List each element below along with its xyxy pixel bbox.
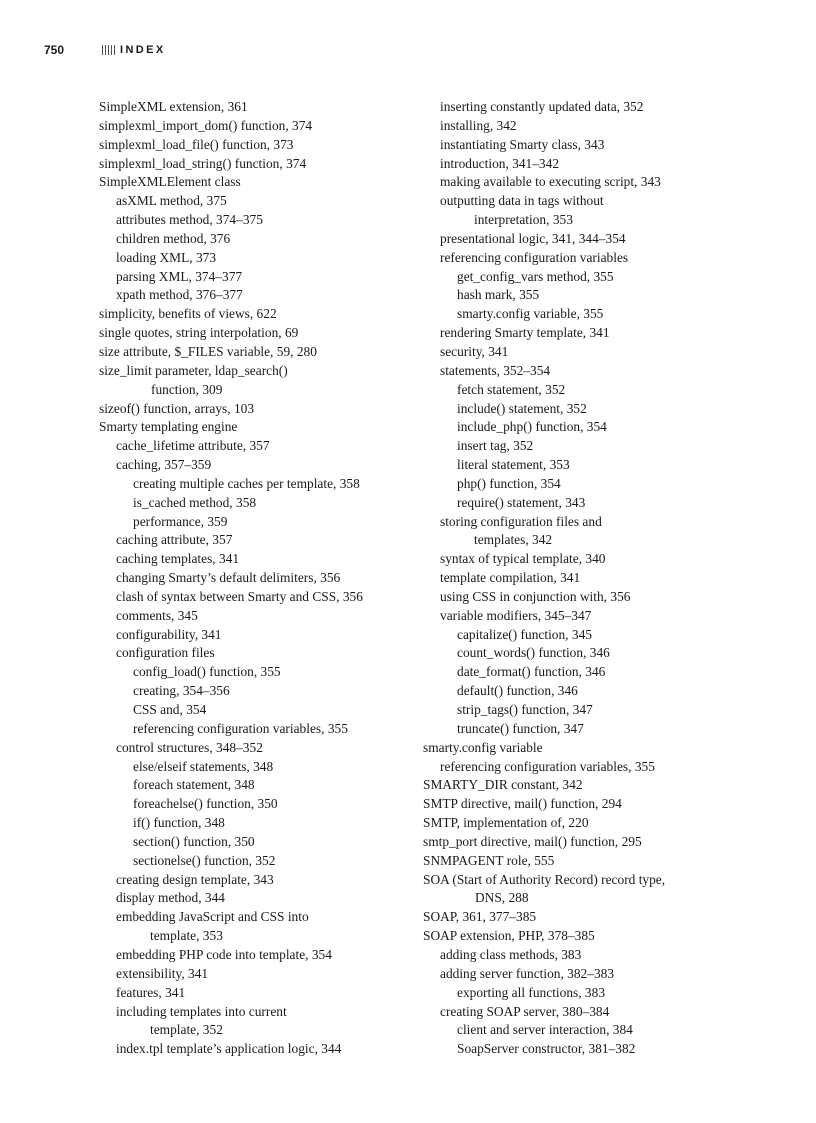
index-entry-continuation: function, 309 [151, 381, 223, 397]
index-entry [423, 305, 763, 324]
index-entry-text: caching templates, 341 [116, 551, 240, 567]
index-entry-text: strip_tags() function, 347 [457, 702, 593, 717]
index-entry-text: default() function, 346 [457, 683, 578, 699]
index-entry-text: referencing configuration variables, 355 [440, 758, 655, 774]
index-entry [99, 739, 419, 758]
index-entry [99, 305, 419, 324]
index-entry-text: syntax of typical template, 340 [440, 551, 606, 567]
index-entry-text: date_format() function, 346 [457, 664, 606, 680]
index-entry [99, 984, 419, 1003]
index-entry-text: using CSS in conjunction with, 356 [440, 588, 631, 604]
index-entry [423, 381, 763, 400]
index-entry [423, 644, 763, 663]
index-entry-text: index.tpl template’s application logic, 344 [116, 1041, 342, 1057]
index-entry-text: inserting constantly updated data, 352 [440, 99, 644, 114]
index-entry-text: parsing XML, 374–377 [116, 268, 243, 284]
index-entry-text: performance, 359 [133, 513, 228, 529]
index-entry-text: adding class methods, 383 [440, 946, 582, 962]
index-entry [423, 343, 763, 362]
index-entry [99, 607, 419, 626]
index-entry-text: else/elseif statements, 348 [133, 758, 274, 774]
index-entry [99, 343, 419, 362]
index-entry [423, 513, 763, 551]
index-entry [423, 814, 763, 833]
index-entry [99, 136, 419, 155]
index-entry-text: storing configuration files and [440, 513, 602, 529]
index-entry [99, 418, 419, 437]
index-entry-text: embedding JavaScript and CSS into [116, 909, 309, 925]
index-entry [423, 155, 763, 174]
index-entry [99, 98, 419, 117]
index-entry [99, 1003, 419, 1041]
index-entry [423, 98, 763, 117]
index-entry-text: foreach statement, 348 [133, 777, 255, 793]
index-entry [423, 852, 763, 871]
index-entry [99, 286, 419, 305]
index-entry [99, 513, 419, 532]
index-entry-text: simplicity, benefits of views, 622 [99, 306, 277, 322]
index-entry [99, 644, 419, 663]
index-entry-text: exporting all functions, 383 [457, 984, 606, 1000]
index-entry [423, 400, 763, 419]
index-entry-text: embedding PHP code into template, 354 [116, 946, 332, 962]
index-entry-text: installing, 342 [440, 117, 517, 133]
index-entry-text: sizeof() function, arrays, 103 [99, 400, 255, 416]
index-entry-text: sectionelse() function, 352 [133, 852, 276, 868]
index-entry-text: include_php() function, 354 [457, 419, 607, 435]
index-entry-text: SOA (Start of Authority Record) record type, [423, 871, 666, 887]
index-entry-text: capitalize() function, 345 [457, 626, 592, 642]
index-entry [99, 475, 419, 494]
index-entry-text: SMTP, implementation of, 220 [423, 815, 589, 831]
index-entry-text: include() statement, 352 [457, 400, 587, 416]
index-entry-text: simplexml_load_file() function, 373 [99, 136, 294, 152]
index-entry-text: truncate() function, 347 [457, 720, 584, 736]
index-column-right [423, 98, 763, 1059]
index-entry [423, 362, 763, 381]
index-entry-text: SimpleXMLElement class [99, 174, 241, 190]
index-entry-text: if() function, 348 [133, 815, 225, 831]
index-entry-text: attributes method, 374–375 [116, 212, 263, 228]
index-entry-text: Smarty templating engine [99, 419, 238, 435]
index-entry-text: adding server function, 382–383 [440, 965, 615, 981]
index-entry [99, 456, 419, 475]
index-entry-text: SOAP, 361, 377–385 [423, 909, 537, 925]
index-entry [423, 927, 763, 946]
index-entry-text: hash mark, 355 [457, 287, 540, 303]
index-entry [423, 550, 763, 569]
index-entry [99, 211, 419, 230]
index-entry-text: cache_lifetime attribute, 357 [116, 438, 270, 454]
header-ornament [102, 45, 116, 55]
index-entry [423, 249, 763, 268]
index-entry-text: literal statement, 353 [457, 457, 570, 473]
index-entry-text: outputting data in tags without [440, 193, 604, 209]
index-entry-text: require() statement, 343 [457, 494, 586, 510]
index-entry-text: count_words() function, 346 [457, 645, 610, 661]
index-entry [423, 286, 763, 305]
index-entry-text: including templates into current [116, 1003, 287, 1019]
index-entry-text: instantiating Smarty class, 343 [440, 136, 605, 152]
index-entry-text: features, 341 [116, 984, 186, 1000]
index-entry [99, 908, 419, 946]
index-entry-text: referencing configuration variables, 355 [133, 720, 348, 736]
page-number: 750 [44, 43, 65, 57]
index-entry-text: asXML method, 375 [116, 193, 227, 209]
index-entry-text: section() function, 350 [133, 833, 255, 849]
index-entry-text: CSS and, 354 [133, 702, 207, 717]
index-entry-text: single quotes, string interpolation, 69 [99, 325, 299, 341]
index-entry-text: size_limit parameter, ldap_search() [99, 362, 288, 378]
index-entry [99, 550, 419, 569]
index-entry-text: smtp_port directive, mail() function, 295 [423, 833, 642, 849]
index-entry [99, 852, 419, 871]
index-entry-text: template compilation, 341 [440, 570, 581, 586]
index-entry [423, 456, 763, 475]
index-entry [423, 494, 763, 513]
index-entry [423, 682, 763, 701]
index-entry-text: SMARTY_DIR constant, 342 [423, 777, 583, 793]
index-entry [99, 494, 419, 513]
index-entry [99, 588, 419, 607]
index-entry [99, 1040, 419, 1059]
index-entry [99, 663, 419, 682]
index-entry-text: variable modifiers, 345–347 [440, 607, 592, 623]
index-entry-text: config_load() function, 355 [133, 664, 281, 680]
index-entry [99, 965, 419, 984]
index-entry [99, 531, 419, 550]
index-entry [99, 230, 419, 249]
index-entry [423, 871, 763, 909]
index-entry [99, 268, 419, 287]
index-entry [99, 249, 419, 268]
index-entry-text: security, 341 [440, 343, 509, 359]
index-entry-continuation: templates, 342 [474, 532, 553, 548]
index-entry [99, 192, 419, 211]
index-entry [99, 776, 419, 795]
index-entry [423, 701, 763, 720]
index-entry-text: control structures, 348–352 [116, 739, 263, 755]
index-entry [423, 758, 763, 777]
index-entry-text: smarty.config variable, 355 [457, 306, 604, 322]
index-entry-continuation: interpretation, 353 [474, 212, 573, 228]
index-entry [423, 569, 763, 588]
index-entry-text: SMTP directive, mail() function, 294 [423, 796, 622, 812]
index-entry-text: smarty.config variable [423, 739, 543, 755]
index-entry [423, 117, 763, 136]
index-entry-text: get_config_vars method, 355 [457, 268, 614, 284]
index-entry-text: caching attribute, 357 [116, 532, 233, 548]
index-entry-text: creating design template, 343 [116, 871, 274, 887]
index-entry-text: introduction, 341–342 [440, 155, 560, 171]
index-entry-text: changing Smarty’s default delimiters, 356 [116, 570, 341, 586]
index-entry [99, 795, 419, 814]
index-entry-text: display method, 344 [116, 890, 225, 906]
index-entry [423, 739, 763, 758]
index-entry [99, 814, 419, 833]
index-entry-text: clash of syntax between Smarty and CSS, 356 [116, 588, 363, 604]
index-entry-text: statements, 352–354 [440, 362, 551, 378]
index-entry-text: SNMPAGENT role, 555 [423, 852, 555, 868]
index-entry [99, 871, 419, 890]
index-entry [99, 833, 419, 852]
index-entry [99, 682, 419, 701]
index-entry [423, 418, 763, 437]
index-entry [99, 626, 419, 645]
index-entry-text: presentational logic, 341, 344–354 [440, 230, 626, 246]
index-entry [423, 965, 763, 984]
index-entry-text: fetch statement, 352 [457, 381, 566, 397]
index-entry [99, 173, 419, 192]
index-entry-text: children method, 376 [116, 230, 231, 246]
index-entry [99, 437, 419, 456]
index-entry [423, 908, 763, 927]
index-entry [423, 1021, 763, 1040]
index-entry-text: SoapServer constructor, 381–382 [457, 1041, 636, 1057]
index-entry-continuation: DNS, 288 [475, 890, 529, 906]
index-entry-text: creating multiple caches per template, 358 [133, 475, 360, 491]
index-entry-text: client and server interaction, 384 [457, 1022, 633, 1038]
index-entry [423, 795, 763, 814]
index-entry-continuation: template, 353 [150, 928, 223, 944]
index-entry-text: caching, 357–359 [116, 457, 212, 473]
index-entry [99, 117, 419, 136]
index-entry [99, 701, 419, 720]
index-entry [423, 607, 763, 626]
index-entry [423, 1040, 763, 1059]
index-entry-text: creating, 354–356 [133, 683, 230, 699]
index-entry-text: xpath method, 376–377 [116, 287, 243, 303]
index-entry-text: SimpleXML extension, 361 [99, 99, 248, 114]
index-entry-text: configuration files [116, 645, 215, 661]
index-entry [99, 946, 419, 965]
index-entry [99, 569, 419, 588]
index-entry [423, 946, 763, 965]
index-entry [423, 833, 763, 852]
section-title: INDEX [120, 44, 166, 56]
index-entry [423, 776, 763, 795]
index-entry [423, 626, 763, 645]
index-entry [423, 173, 763, 192]
index-entry [99, 889, 419, 908]
index-entry [99, 362, 419, 400]
index-entry-text: foreachelse() function, 350 [133, 796, 278, 812]
index-entry [423, 136, 763, 155]
index-entry-text: insert tag, 352 [457, 438, 534, 454]
index-entry-text: rendering Smarty template, 341 [440, 325, 610, 341]
index-entry [99, 155, 419, 174]
index-entry-text: simplexml_import_dom() function, 374 [99, 117, 313, 133]
index-entry-text: comments, 345 [116, 607, 198, 623]
index-entry-text: extensibility, 341 [116, 965, 209, 981]
index-entry-text: SOAP extension, PHP, 378–385 [423, 928, 595, 944]
index-entry-text: referencing configuration variables [440, 249, 629, 265]
index-entry [99, 324, 419, 343]
index-entry-text: configurability, 341 [116, 626, 222, 642]
index-entry [423, 1003, 763, 1022]
index-entry [423, 192, 763, 230]
index-entry [423, 720, 763, 739]
index-entry-continuation: template, 352 [150, 1022, 223, 1038]
index-entry-text: simplexml_load_string() function, 374 [99, 155, 307, 171]
index-entry [99, 720, 419, 739]
index-entry [99, 758, 419, 777]
index-column-left [99, 98, 419, 1059]
index-entry-text: making available to executing script, 343 [440, 174, 661, 190]
index-entry [99, 400, 419, 419]
running-header [44, 40, 166, 60]
index-entry [423, 475, 763, 494]
index-entry [423, 230, 763, 249]
index-entry-text: size attribute, $_FILES variable, 59, 280 [99, 343, 317, 359]
index-entry-text: is_cached method, 358 [133, 494, 257, 510]
index-entry [423, 268, 763, 287]
index-entry [423, 437, 763, 456]
index-entry [423, 663, 763, 682]
index-entry-text: creating SOAP server, 380–384 [440, 1003, 610, 1019]
index-entry [423, 588, 763, 607]
index-entry [423, 984, 763, 1003]
index-entry [423, 324, 763, 343]
index-entry-text: loading XML, 373 [116, 249, 217, 265]
index-entry-text: php() function, 354 [457, 475, 561, 491]
